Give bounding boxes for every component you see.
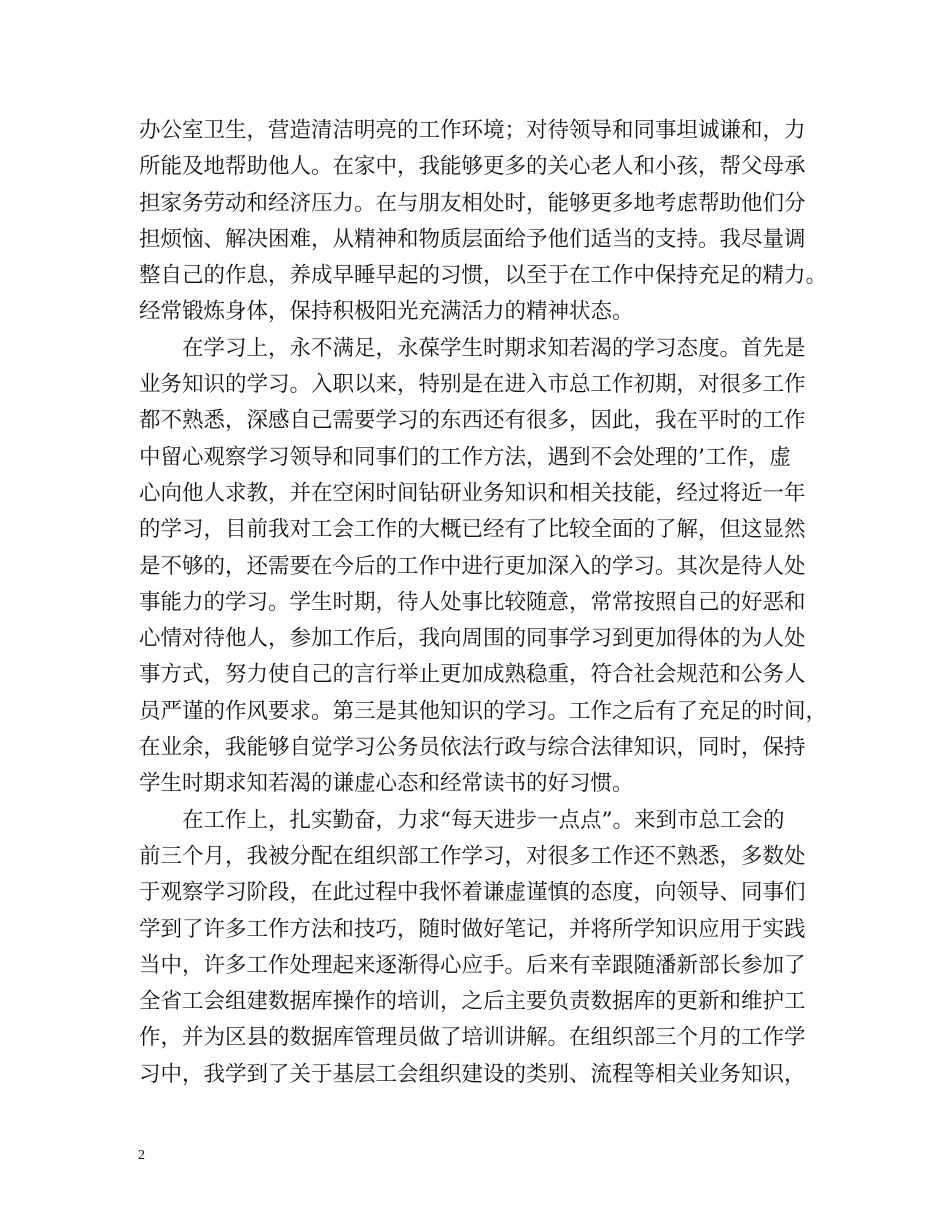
text-line: 当中，许多工作处理起来逐渐得心应手。后来有幸跟随潘新部长参加了 [139, 952, 806, 978]
text-line: 所能及地帮助他人。在家中，我能够更多的关心老人和小孩，帮父母承 [139, 154, 806, 180]
paragraph-1 [139, 113, 828, 331]
page-number: 2 [138, 1148, 145, 1163]
text-line: 在业余，我能够自觉学习公务员依法行政与综合法律知识，同时，保持 [139, 735, 806, 761]
text-line: 的学习，目前我对工会工作的大概已经有了比较全面的了解，但这显然 [139, 517, 806, 543]
text-line: 学到了许多工作方法和技巧，随时做好笔记，并将所学知识应用于实践 [139, 916, 806, 942]
text-line: 办公室卫生，营造清洁明亮的工作环境；对待领导和同事坦诚谦和，力 [139, 118, 806, 143]
paragraph-3 [139, 803, 819, 1093]
text-line: 员严谨的作风要求。第三是其他知识的学习。工作之后有了充足的时间， [139, 698, 828, 724]
text-line: 全省工会组建数据库操作的培训，之后主要负责数据库的更新和维护工 [139, 989, 806, 1015]
text-line: 习中，我学到了关于基层工会组织建设的类别、流程等相关业务知识， [139, 1061, 806, 1087]
text-line: 心向他人求教，并在空闲时间钻研业务知识和相关技能，经过将近一年 [139, 480, 806, 506]
text-line: 担家务劳动和经济压力。在与朋友相处时，能够更多地考虑帮助他们分 [139, 190, 806, 216]
body-text [139, 113, 828, 1093]
text-line: 事方式，努力使自己的言行举止更加成熟稳重，符合社会规范和公务人 [139, 662, 806, 688]
text-line: 是不够的，还需要在今后的工作中进行更加深入的学习。其次是待人处 [139, 553, 806, 579]
text-line: 都不熟悉，深感自己需要学习的东西还有很多，因此，我在平时的工作 [139, 408, 806, 434]
text-line: 中留心观察学习领导和同事们的工作方法，遇到不会处理的’工作，虚 [139, 444, 791, 470]
text-line: 担烦恼、解决困难，从精神和物质层面给予他们适当的支持。我尽量调 [139, 226, 806, 252]
text-line: 于观察学习阶段，在此过程中我怀着谦虚谨慎的态度，向领导、同事们 [139, 880, 806, 906]
text-line: 业务知识的学习。入职以来，特别是在进入市总工作初期，对很多工作 [139, 372, 806, 398]
text-line: 前三个月，我被分配在组织部工作学习，对很多工作还不熟悉，多数处 [139, 843, 806, 869]
text-line: 在学习上，永不满足，永葆学生时期求知若渴的学习态度。首先是 [182, 335, 806, 361]
text-line: 经常锻炼身体，保持积极阳光充满活力的精神状态。 [139, 299, 634, 325]
paragraph-2 [139, 331, 828, 803]
text-line: 整自己的作息，养成早睡早起的习惯，以至于在工作中保持充足的精力。 [139, 263, 828, 289]
text-line: 学生时期求知若渴的谦虚心态和经常读书的好习惯。 [139, 771, 634, 797]
text-line: 在工作上，扎实勤奋，力求“每天进步一点点”。来到市总工会的 [182, 807, 785, 833]
text-line: 作，并为区县的数据库管理员做了培训讲解。在组织部三个月的工作学 [139, 1025, 806, 1051]
text-line: 心情对待他人，参加工作后，我向周围的同事学习到更加得体的为人处 [139, 626, 806, 652]
text-line: 事能力的学习。学生时期，待人处事比较随意，常常按照自己的好恶和 [139, 589, 806, 615]
